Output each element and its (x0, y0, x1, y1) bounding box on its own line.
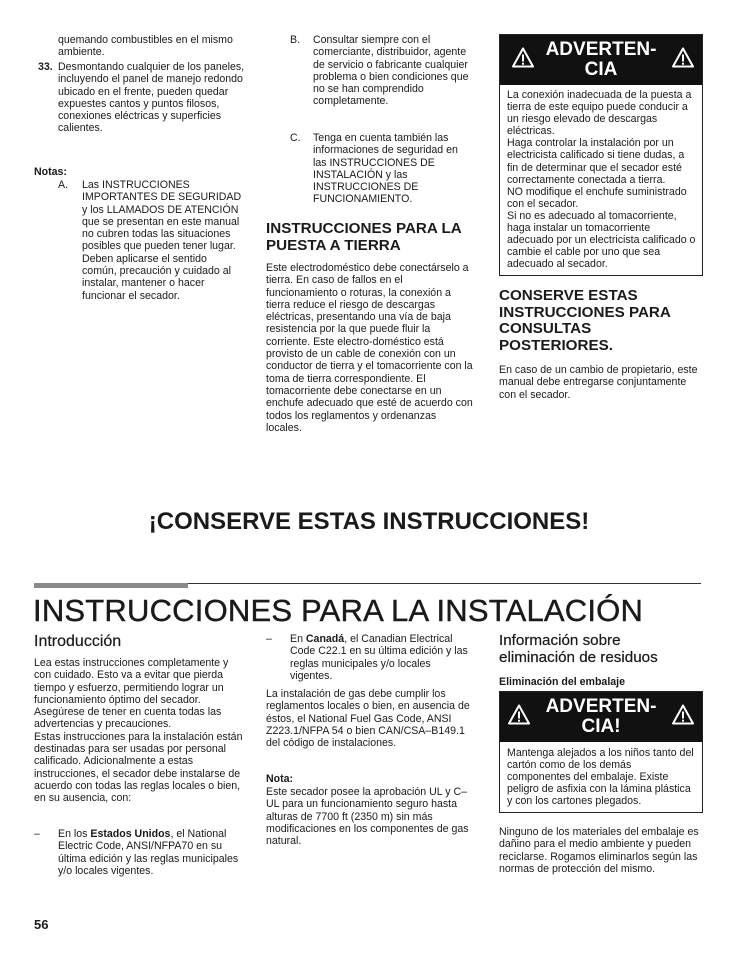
continued-text: quemando combustibles en el mismo ambiente. (58, 34, 233, 59)
warning-body (500, 85, 702, 275)
warning-paragraph: Si no es adecuado al tomacorriente, haga instalar un tomacorriente adecuado por un electricista calificado o cambie el cable por uno que sea adecuado al secador. (507, 209, 696, 271)
warning-paragraph: La conexión inadecuada de la puesta a tierra de este equipo puede conducir a un riesgo elevado de descargas eléctricas. (507, 89, 692, 138)
us-suffix: , el National Electric Code, ANSI/NFPA70 en su última edición y las reglas municipales y/o locales vigentes. (58, 828, 239, 877)
conserve-banner: ¡CONSERVE ESTAS INSTRUCCIONES! (148, 508, 590, 535)
warning-triangle-icon (672, 48, 694, 73)
us-code-item (58, 828, 244, 877)
section-title: INSTRUCCIONES PARA LA INSTALACIÓN (33, 593, 644, 628)
grounding-body: Este electrodoméstico debe conectárselo a tierra. En caso de fallos en el funcionamiento o roturas, la conexión a tierra reduce el riesgo de descargas eléctricas, presentando una vía de baja resistencia por la que puede fluir la corriente. Este electro-doméstico está provisto de un cable de conexión con un conductor de tierra y el tomacorriente con la toma de tierra correspondiente. El tomacorriente debe conectarse en un enchufe adecuado que esté de acuerdo con todos los reglamentos y ordenanzas locales. (266, 262, 473, 434)
warning-triangle-icon (512, 48, 534, 73)
keep-instructions-heading: CONSERVE ESTAS INSTRUCCIONES PARA CONSULTAS POSTERIORES. (499, 287, 671, 354)
grounding-heading: INSTRUCCIONES PARA LA PUESTA A TIERRA (266, 220, 462, 254)
us-prefix: En los (58, 828, 91, 840)
warning-header (500, 35, 702, 85)
disposal-body: Ninguno de los materiales del embalaje es dañino para el medio ambiente y pueden reciclarse. Rogamos eliminarlos según las normas de protección del mismo. (499, 826, 699, 875)
warning-title-line-2: CIA! (581, 716, 621, 737)
note-b-letter: B. (290, 34, 301, 46)
packaging-subheading: Eliminación del embalaje (499, 676, 625, 688)
section-divider-accent (34, 583, 188, 588)
notes-label: Notas: (34, 166, 67, 178)
warning-title-line-1: ADVERTEN- (545, 696, 657, 717)
note-a-text (82, 179, 242, 302)
canada-prefix: En (290, 633, 306, 645)
canada-code-item (290, 633, 472, 682)
gas-installation-text: La instalación de gas debe cumplir los reglamentos locales o bien, en ausencia de éstos, el National Fuel Gas Code, ANSI Z223.1/NFPA 54 o bien CAN/CSA–B149.1 del código de instalaciones. (266, 688, 470, 750)
item-33-text: Desmontando cualquier de los paneles, incluyendo el panel de manejo redondo ubicado en el frente, pueden quedar expuestes cantos y puntos filosos, conexiones eléctricas y superficies calientes. (58, 61, 245, 135)
nota-label: Nota: (266, 773, 294, 785)
note-a-paragraph-1: Las INSTRUCCIONES IMPORTANTES DE SEGURIDAD y los LLAMADOS DE ATENCIÓN que se presentan en este manual no cubren todas las situaciones posibles que pueden tener lugar. (82, 179, 242, 253)
warning-body (500, 742, 702, 812)
item-number-33: 33. (38, 61, 53, 73)
warning-header (500, 692, 702, 742)
canada-country: Canadá (305, 633, 345, 645)
note-a-paragraph-2: Deben aplicarse el sentido común, precaución y cuidado al instalar, mantener o hacer funcionar el secador. (82, 252, 231, 302)
intro-heading: Introducción (34, 633, 122, 650)
canada-dash: – (266, 633, 272, 645)
disposal-heading: Información sobre eliminación de residuos (499, 632, 658, 666)
note-c-letter: C. (290, 132, 301, 144)
keep-instructions-body: En caso de un cambio de propietario, este manual debe entregarse conjuntamente con el secador. (499, 364, 698, 401)
warning-triangle-icon (672, 705, 694, 730)
page-number: 56 (34, 917, 49, 932)
us-dash: – (34, 828, 40, 840)
warning-triangle-icon (508, 705, 530, 730)
warning-title-line-1: ADVERTEN- (545, 39, 657, 60)
warning-box-packaging (499, 691, 703, 813)
warning-paragraph: NO modifique el enchufe suministrado con el secador. (507, 185, 687, 210)
intro-body (34, 657, 246, 805)
warning-paragraph: Mantenga alejados a los niños tanto del cartón como de los demás componentes del embalaje. Existe peligro de asfixia con la lámina plástica y con los cartones plegados. (507, 747, 694, 808)
canada-suffix: , el Canadian Electrical Code C22.1 en su última edición y las reglas municipales y/o locales vigentes. (290, 633, 468, 682)
warning-box-grounding (499, 34, 703, 276)
warning-title-line-2: CIA (584, 59, 618, 80)
note-a-letter: A. (58, 179, 69, 191)
intro-paragraph-2: Estas instrucciones para la instalación están destinadas para ser usadas por personal calificado. Adicionalmente a estas instrucciones, el secador debe instalarse de acuerdo con todas las reglas locales o bien, en su ausencia, con: (34, 730, 243, 805)
intro-paragraph-1: Lea estas instrucciones completamente y con cuidado. Esto va a evitar que pierda tiempo y esfuerzo, permitiendo lograr un funcionamiento óptimo del secador. Asegúrese de tener en cuenta todas las advertencias y precauciones. (34, 657, 229, 731)
us-country: Estados Unidos (90, 828, 171, 840)
note-b-text: Consultar siempre con el comerciante, distribuidor, agente de servicio o fabricante cualquier problema o bien condiciones que no se han comprendido completamente. (313, 34, 469, 108)
note-c-text: Tenga en cuenta también las informaciones de seguridad en las INSTRUCCIONES DE INSTALACIÓN y las INSTRUCCIONES DE FUNCIONAMIENTO. (313, 132, 458, 206)
nota-text: Este secador posee la aprobación UL y C–UL para un funcionamiento seguro hasta alturas de 7700 ft (2350 m) sin más modificaciones en los componentes de gas natural. (266, 786, 469, 848)
warning-paragraph: Haga controlar la instalación por un electricista calificado si tiene dudas, a fin de determinar que el secador esté correctamente conectada a tierra. (507, 137, 685, 186)
